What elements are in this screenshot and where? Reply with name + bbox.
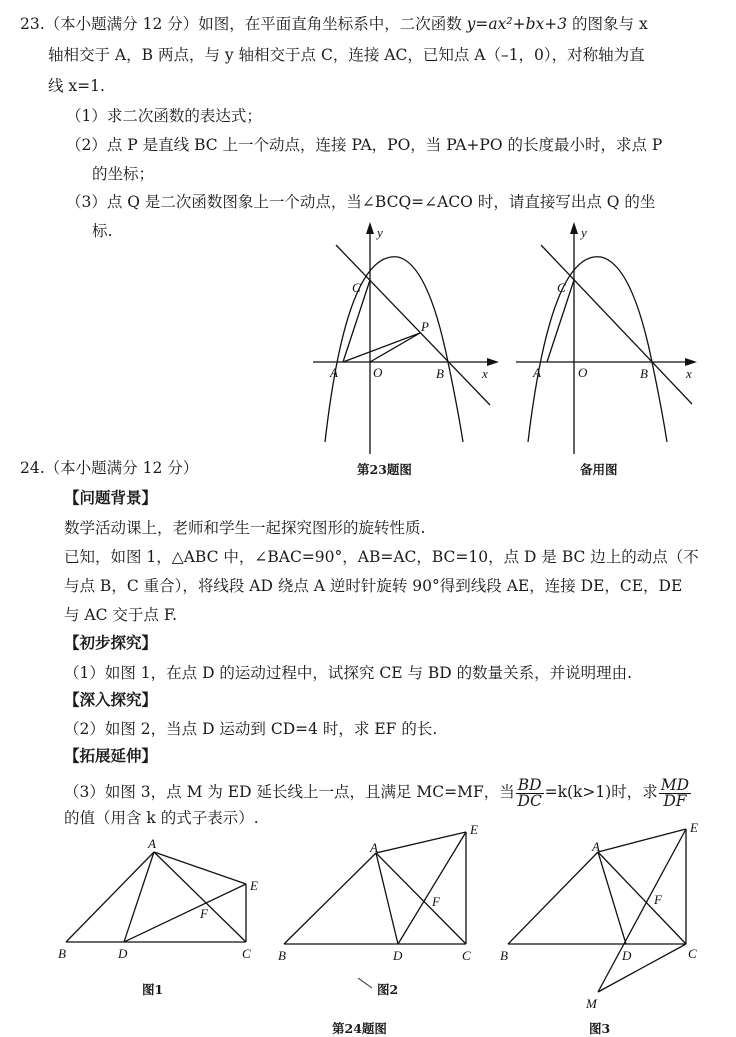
svg-text:B: B: [278, 948, 286, 963]
fraction-bd-dc: $\frac{BD}{DC}$: [517, 775, 542, 810]
label-p: P: [421, 319, 429, 334]
q24-part-1: （1）如图 1，在点 D 的运动过程中，试探究 CE 与 BD 的数量关系，并说明理由.: [64, 664, 633, 682]
q23-fig2-caption: 备用图: [580, 462, 618, 477]
svg-text:A: A: [148, 836, 156, 851]
label-c: C: [352, 280, 361, 295]
svg-text:F: F: [200, 906, 208, 921]
svg-text:x: x: [686, 366, 692, 381]
label-a: A: [330, 365, 338, 380]
label-o: O: [373, 365, 383, 380]
svg-text:y: y: [581, 225, 587, 240]
svg-text:E: E: [690, 820, 698, 835]
svg-text:D: D: [622, 948, 632, 963]
q24-heading-background: 【问题背景】: [64, 488, 158, 507]
svg-text:E: E: [250, 878, 258, 893]
svg-text:O: O: [578, 365, 588, 380]
svg-text:A: A: [592, 839, 600, 854]
q23-part-1: （1）求二次函数的表达式；: [66, 107, 262, 125]
svg-text:M: M: [586, 996, 597, 1011]
svg-text:C: C: [688, 946, 697, 961]
q24-background-line-3: 与点 B，C 重合），将线段 AD 绕点 A 逆时针旋转 90°得到线段 AE，连接 DE，CE，DE: [64, 577, 683, 595]
q24-background-line-1: 数学活动课上，老师和学生一起探究图形的旋转性质.: [64, 519, 426, 537]
svg-text:E: E: [470, 822, 478, 837]
q24-fig1-caption: 图1: [142, 982, 164, 997]
q24-part-3-line-1: （3）如图 3，点 M 为 ED 延长线上一点，且满足 MC=MF，当 $\frac{BD}{DC}$ =k(k>1)时，求 $\frac{MD}{DF}$: [64, 775, 690, 810]
q24-title: 24.（本小题满分 12 分）: [20, 459, 199, 477]
q24-fig2-caption: 图2: [377, 982, 399, 997]
q24-part-3-line-2: 的值（用含 k 的式子表示）.: [64, 809, 259, 827]
svg-text:A: A: [370, 840, 378, 855]
q24-heading-deep: 【深入探究】: [64, 690, 158, 709]
q23-line-1: 23.（本小题满分 12 分）如图，在平面直角坐标系中，二次函数 y=ax²+bx+3 的图象与 x: [20, 15, 648, 33]
q24-fig3-caption: 图3: [589, 1021, 611, 1036]
q23-part-2-line-2: 的坐标；: [92, 165, 155, 183]
svg-text:D: D: [393, 948, 403, 963]
q23-line-3: 线 x=1.: [48, 77, 105, 95]
svg-text:F: F: [432, 894, 440, 909]
q24-main-caption: 第24题图: [332, 1021, 387, 1036]
svg-text:C: C: [557, 280, 566, 295]
svg-text:F: F: [654, 892, 662, 907]
q24-background-line-4: 与 AC 交于点 F.: [64, 606, 178, 624]
svg-text:B: B: [500, 948, 508, 963]
q23-line-2: 轴相交于 A，B 两点，与 y 轴相交于点 C，连接 AC，已知点 A（–1，0），对称轴为直: [48, 46, 645, 64]
svg-text:C: C: [462, 948, 471, 963]
svg-text:C: C: [242, 946, 251, 961]
q23-part-3-line-1: （3）点 Q 是二次函数图象上一个动点，当∠BCQ=∠ACO 时，请直接写出点 Q 的坐: [66, 193, 656, 211]
q23-part-3-line-2: 标.: [92, 222, 113, 240]
svg-text:D: D: [118, 946, 128, 961]
q24-part-2: （2）如图 2，当点 D 运动到 CD=4 时，求 EF 的长.: [64, 720, 438, 738]
q24-background-line-2: 已知，如图 1，△ABC 中，∠BAC=90°，AB=AC，BC=10，点 D 是 BC 边上的动点（不: [64, 548, 699, 566]
q23-part-2-line-1: （2）点 P 是直线 BC 上一个动点，连接 PA，PO，当 PA+PO 的长度最小时，求点 P: [66, 136, 663, 154]
fraction-md-df: $\frac{MD}{DF}$: [660, 775, 690, 810]
svg-text:A: A: [533, 365, 541, 380]
label-b: B: [436, 366, 444, 381]
label-y: y: [377, 225, 383, 240]
q24-heading-initial: 【初步探究】: [64, 633, 158, 652]
q24-heading-extension: 【拓展延伸】: [64, 746, 158, 765]
svg-text:B: B: [640, 366, 648, 381]
label-x: x: [482, 366, 488, 381]
q23-fig1-caption: 第23题图: [357, 462, 412, 477]
svg-text:B: B: [58, 946, 66, 961]
